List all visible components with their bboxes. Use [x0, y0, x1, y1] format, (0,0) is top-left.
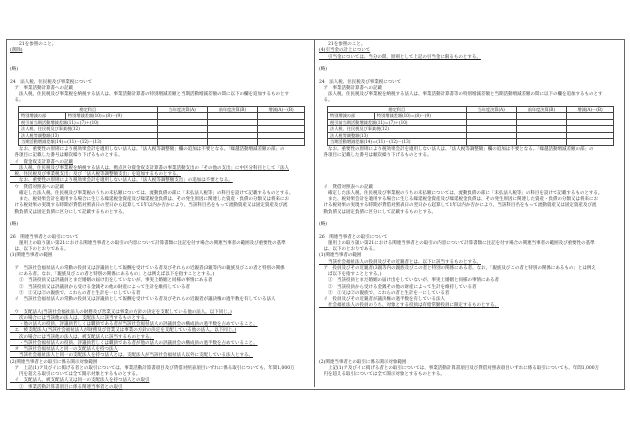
revised-column [7, 40, 315, 390]
table-value-cell [566, 113, 613, 120]
table-value-cell [516, 113, 566, 120]
text-line: 運用上の取り扱い第21における関連当事者との取引の内容について計算書類に注記を付す場合の関連当事者の範囲及び重要性の基準 [319, 240, 595, 246]
text-line: (1)関連当事者の範囲 [10, 253, 53, 259]
table-value-cell [157, 132, 207, 139]
text-line: (略) [319, 67, 328, 72]
table-row [328, 126, 614, 133]
table-row [19, 119, 305, 126]
text-line: (4)引当金の計上について [319, 48, 371, 54]
table-value-cell [257, 126, 304, 133]
text-line: 法人税、住民税及び事業税を納税する法人は、事業活動計算書等の特別増減差額と当期活動増減差額の間に以下の欄を追加するものとす [319, 92, 603, 97]
table-cell: 法人税等調整額(13) [328, 132, 467, 139]
table-row [19, 126, 305, 133]
table-cell: 特別増減差額(10)＝(8)－(9) [374, 113, 466, 120]
table-value-cell [257, 139, 304, 146]
table-header-cell: 前年度決算(B) [207, 106, 257, 113]
table-value-cell [516, 139, 566, 146]
text-line: また、税効果会計を適用する場合に生じる繰延税金資産及び繰延税金負債は、その発生原因に関連した資産・負債の分類又は将来にお [319, 197, 598, 203]
text-line: 次の場合には当該他の法人は、被支配法人に該当するものとする。 [10, 334, 154, 340]
text-line: ① 当該役員又は評議員とまだ婚姻の届け出をしていないが、事実上婚姻と同様の事情にある者 [10, 278, 213, 284]
text-line: 税、住民税及び事業税支出」及び「法人税等調整額支出」を追加するものとする。 [10, 172, 181, 178]
text-line: 引当金については、当分の間、原則として上記の引当金に限るものとする。 [319, 54, 481, 60]
text-line: ア 役員及びその近親者(3親等内の親族及びこの者と特別の関係にある者。なお、「親族及びこの者と特別の関係にあるもの」とは例え [319, 265, 596, 271]
text-line: 次の場合には当該他の法人は、支配法人に該当するものとする。 [10, 315, 150, 321]
table-row [19, 132, 305, 139]
text-line: 確定した法人税、住民税及び事業税のうちの未払額については、流動負債の部に「未払法人税等」の科目を設けて記載するものとする。 [10, 190, 294, 196]
table-cell: 税引前当期活動増減差額(11)＝(7)＋(10) [19, 119, 158, 126]
text-line: ける税効果の実現する時期が貸借対照表日の翌日から起算して1年以内か否かにより、当該科目名をもって流動資産又は固定資産及び流 [10, 203, 288, 209]
text-line: 当該社会福祉法人の役員及びその近親者とは、以下に該当するものとする。 [319, 259, 481, 265]
table-row [328, 132, 614, 139]
text-line: なお、重要性の原則により税効果会計を適用しない法人は、「法人税等調整額」欄の追加は不要となる。「繰越活動増減差額の部」の [10, 147, 285, 153]
table-row [328, 113, 614, 120]
table-value-cell [157, 126, 207, 133]
text-line: ・当該社会福祉法人の役員、評議員若しくは職員である者が他の法人の評議員会の構成員の過半数を占めていること。 [10, 340, 258, 346]
table-cell: 特別増減の部 [328, 113, 375, 120]
text-line: 運用上の取り扱い第21における関連当事者との取引の内容について計算書類に注記を付す場合の関連当事者の範囲及び重要性の基準 [10, 240, 286, 246]
text-line: 法人税、住民税及び事業税を納税する法人は、事業活動計算書の特別増減差額と当期活動増減差額の間に以下の欄を追加するものとす [10, 92, 289, 97]
text-line: オ 当該社会福祉法人と同一の支配法人を持つ法人 [10, 347, 118, 353]
text-line: ③ ①又は②の親族で、これらの者と生計を一にしている者 [10, 290, 141, 296]
account-table [327, 106, 614, 147]
text-line: る。 [10, 98, 24, 104]
text-line: ける税効果の実現する時期が貸借対照表日の翌日から起算して1年以内か否かにより、当該科目名をもって流動資産又は固定資産及び流 [319, 203, 597, 209]
text-line: (2)関連当事者との取引に係る開示対象範囲 [10, 359, 98, 365]
text-line: 社会福祉法人の役員のうち、対象とする役員は有給常勤役員に限定するものとする。 [319, 303, 499, 309]
text-line: 21を参照のこと。 [319, 42, 366, 47]
table-value-cell [157, 119, 207, 126]
text-line: ① 当該役員とまだ婚姻の届け出をしていないが、事実上婚姻と同様の事情にある者 [319, 278, 499, 284]
table-header-cell: 勘定科目 [19, 106, 158, 113]
text-line: ア 上記(1)ア及びイに掲げる者との取引については、事業活動計算書項目及び貸借対照表項目いずれに係る取引についても、年間1,000万 [10, 365, 295, 371]
table-value-cell [466, 119, 516, 126]
text-line: ・他の法人の役員、評議員若しくは職員である者が当該社会福祉法人の評議員会の構成員の過半数を占めていること。 [10, 322, 258, 328]
current-column [316, 40, 623, 387]
text-line: ア 事業活動計算書への記載 [10, 85, 73, 91]
table-value-cell [566, 126, 613, 133]
table-row [19, 139, 305, 146]
text-line: 確定した法人税、住民税及び事業税のうちの未払額については、流動負債の部に「未払法人税等」の科目を設けて記載するものとする。 [319, 190, 603, 196]
table-value-cell [257, 113, 304, 120]
text-line: (1)関連当事者の範囲 [319, 253, 362, 259]
text-line: (2)関連当事者との取引に係る開示対象範囲 [319, 359, 407, 365]
text-line: ア 事業活動計算書への記載 [319, 85, 382, 91]
text-line: 24 法人税、住民税及び事業税について [319, 79, 402, 85]
table-cell: 当期活動増減差額(14)＝(11)－(12)－(13) [19, 139, 158, 146]
table-cell: 税引前当期活動増減差額(11)＝(7)＋(10) [328, 119, 467, 126]
text-line: イ 資金収支計算書への記載 [10, 159, 73, 165]
text-line: イ 役員及びその近親者が議決権の過半数を有している法人 [319, 297, 445, 303]
table-value-cell [466, 132, 516, 139]
table-header-cell: 勘定科目 [328, 106, 467, 113]
table-value-cell [516, 126, 566, 133]
table-value-cell [466, 126, 516, 133]
table-value-cell [466, 113, 516, 120]
table-row [328, 119, 614, 126]
text-line: イ 支配法人、被支配法人又は同一の支配法人を持つ法人との取引 [10, 378, 150, 384]
table-value-cell [566, 132, 613, 139]
table-value-cell [207, 139, 257, 146]
table-cell: 特別増減差額(10)＝(8)－(9) [65, 113, 157, 120]
table-value-cell [207, 119, 257, 126]
table-value-cell [516, 119, 566, 126]
table-value-cell [466, 139, 516, 146]
table-value-cell [207, 113, 257, 120]
table-value-cell [207, 126, 257, 133]
text-line: にある者。なお、「親族及びこの者と特別の関係にあるもの」とは例えば以下を指すこととする。) [10, 272, 215, 278]
table-value-cell [566, 139, 613, 146]
text-line: ば以下を指すこととする。) [319, 272, 382, 278]
table-cell: 当期活動増減差額(14)＝(11)－(12)－(13) [328, 139, 467, 146]
text-line: イ 当該社会福祉法人の常勤の役員又は評議員として報酬を受けている者及びそれらの近親者が議決権の過半数を有している法人 [10, 297, 276, 303]
text-line: なお、重要性の原則により税効果会計を適用しない法人は、「法人税等調整額支出」の追加は不要となる。 [10, 178, 233, 184]
table-row [19, 113, 305, 120]
text-line: 法人税、住民税及び事業税を納税する法人は、拠点区分資金収支計算書の事業活動支出の「その他の支出」に中区分科目として「法人 [10, 165, 289, 171]
table-value-cell [207, 132, 257, 139]
text-line: ② 当該役員から受ける金銭その他の財産によって生計を維持している者 [319, 284, 477, 290]
table-cell: 法人税、住民税及び事業税(12) [328, 126, 467, 133]
table-header-cell: 当年度決算(A) [466, 106, 516, 113]
text-line: イ 貸借対照表への記載 [319, 184, 373, 190]
table-header-cell: 増減(A)－(B) [257, 106, 304, 113]
text-line: ③ ①又は②の親族で、これらの者と生計を一にしている者 [319, 290, 450, 296]
table-cell: 法人税、住民税及び事業税(12) [19, 126, 158, 133]
text-line: は、以下のとおりである。 [319, 247, 378, 253]
text-line: 24 法人税、住民税及び事業税について [10, 79, 93, 85]
table-header-row [19, 106, 305, 113]
table-header-cell: 増減(A)－(B) [566, 106, 613, 113]
text-line: 26 関連当事者との取引について [10, 234, 79, 240]
table-header-cell: 前年度決算(B) [516, 106, 566, 113]
table-cell: 法人税等調整額(13) [19, 132, 158, 139]
text-line: ② 当該役員又は評議員から受ける金銭その他の財産によって生計を維持している者 [10, 284, 190, 290]
text-line: 当該社会福祉法人と同一の支配法人を持つ法人とは、支配法人が当該社会福祉法人以外に支配している法人とする。 [10, 353, 253, 359]
text-line: 各項目に記載した番号は順次繰り下げるものとする。 [319, 153, 432, 159]
text-line: は、以下のとおりである。 [10, 247, 69, 253]
text-line: エ 被支配法人(当該社会福祉法人が財務及び営業又は事業の方針の決定を支配している他の法人。以下同じ。) [10, 328, 237, 334]
text-line: る。 [319, 98, 333, 104]
text-line: 21を参照のこと。 [10, 42, 57, 47]
text-line: 動負債又は固定負債に区分にして記載するものとする。 [319, 209, 436, 215]
text-line: (略) [10, 222, 19, 228]
text-line: ウ 支配法人(当該社会福祉法人の財務及び営業又は事業の方針の決定を支配している他の法人。以下同じ。) [10, 309, 232, 315]
table-value-cell [516, 132, 566, 139]
table-cell: 特別増減の部 [19, 113, 66, 120]
table-value-cell [157, 113, 207, 120]
text-line: 上記(1)ア及びイに掲げる者との取引については、事業活動計算書項目及び貸借対照表項目いずれに係る取引についても、年間1,000万 [319, 365, 600, 371]
table-value-cell [157, 139, 207, 146]
table-row [328, 139, 614, 146]
table-header-cell: 当年度決算(A) [157, 106, 207, 113]
text-line: 動負債又は固定負債に区分にして記載するものとする。 [10, 209, 127, 215]
table-value-cell [566, 119, 613, 126]
table-header-row [328, 106, 614, 113]
text-line: 各項目に記載した番号は順次繰り下げるものとする。 [10, 153, 123, 159]
text-line: ① 事業活動計算書項目に係る関連当事者との取引 [10, 384, 123, 390]
text-line: 26 関連当事者との取引について [319, 234, 388, 240]
table-value-cell [257, 132, 304, 139]
text-line: 円を超える取引については全て開示対象とするものとする。 [319, 372, 445, 378]
text-line: (削除) [10, 48, 23, 54]
table-value-cell [257, 119, 304, 126]
text-line: ウ 貸借対照表への記載 [10, 184, 64, 190]
text-line: (略) [10, 67, 19, 72]
text-line: ア 当該社会福祉法人の常勤の役員又は評議員として報酬を受けている者及びそれらの近親者(3親等内の親族及びこの者と特別の関係 [10, 265, 285, 271]
text-line: 円を超える取引については全て開示対象とするものとする。 [10, 372, 141, 378]
text-line: なお、重要性の原則により税効果会計を適用しない法人は、「法人税等調整額」欄の追加は不要となる。「繰越活動増減差額の部」の [319, 147, 594, 153]
text-line: (略) [319, 222, 328, 228]
account-table [18, 106, 305, 147]
text-line: また、税効果会計を適用する場合に生じる繰延税金資産及び繰延税金負債は、その発生原因に関連した資産・負債の分類又は将来にお [10, 197, 289, 203]
